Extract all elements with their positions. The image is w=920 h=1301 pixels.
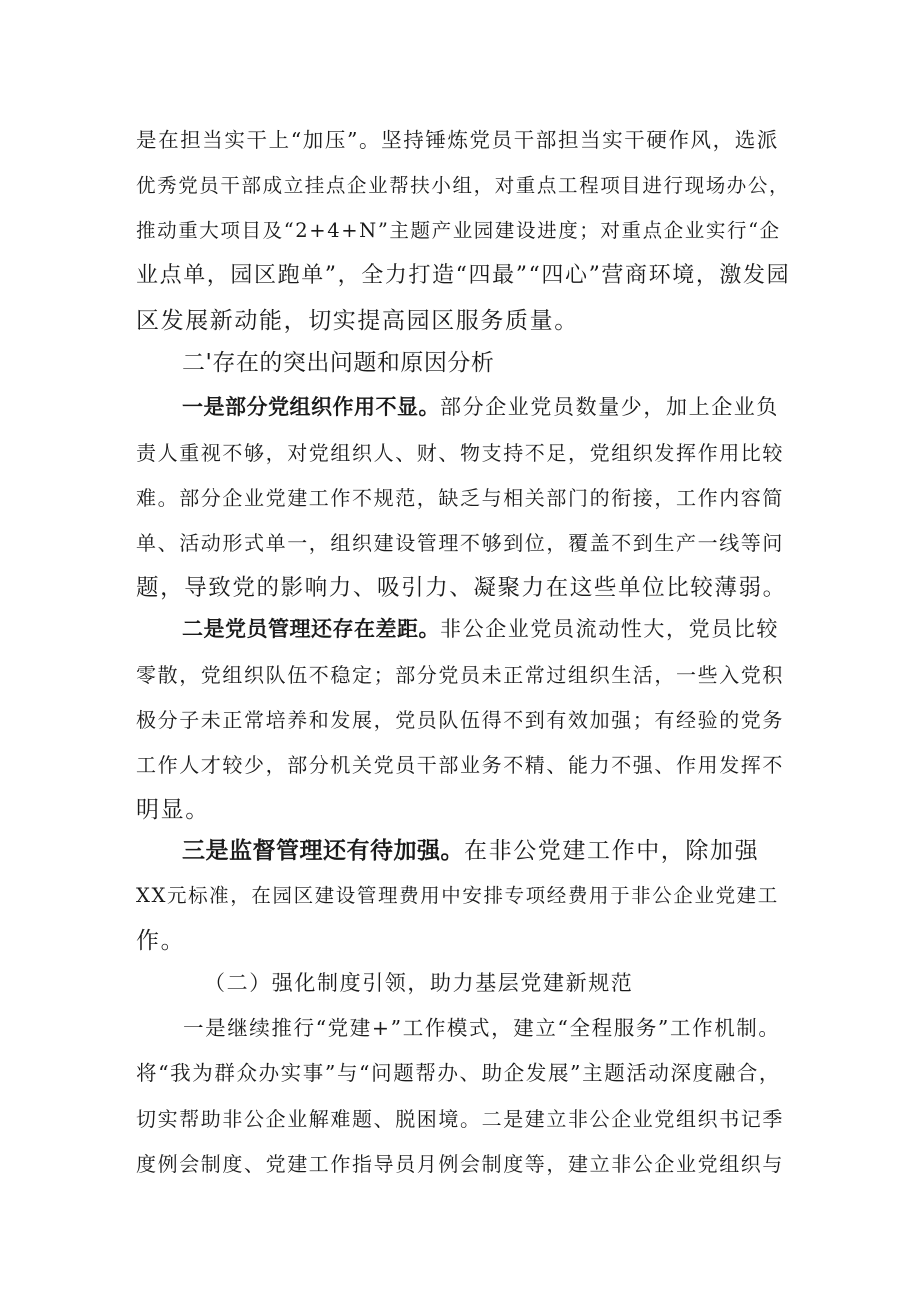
issue2-line-3: 极分子未正常培养和发展，党员队伍得不到有效加强；有经验的党务	[136, 708, 784, 732]
issue3-line-3: 作。	[136, 928, 186, 954]
issue2-line-2: 零散，党组织队伍不稳定；部分党员未正常过组织生活，一些入党积	[136, 663, 784, 687]
issue3-line-2: XX元标准，在园区建设管理费用中安排专项经费用于非公企业党建工	[136, 884, 779, 907]
para1-line-1: 是在担当实干上“加压”。坚持锤炼党员干部担当实干硬作风，选派	[136, 128, 779, 152]
issue1-line-2: 责人重视不够，对党组织人、财、物支持不足，党组织发挥作用比较	[136, 441, 784, 465]
issue1-line-4: 单、活动形式单一，组织建设管理不够到位，覆盖不到生产一线等问	[136, 531, 784, 555]
para4-line-2: 将“我为群众办实事”与“问题帮办、助企发展”主题活动深度融合，	[136, 1061, 782, 1085]
para4-line-1: 一是继续推行“党建+”工作模式，建立“全程服务”工作机制。	[183, 1016, 781, 1040]
issue1-line-5: 题，导致党的影响力、吸引力、凝聚力在这些单位比较薄弱。	[136, 575, 787, 601]
issue1-first-line	[182, 392, 790, 422]
issue2-line-5: 明显。	[136, 797, 210, 823]
para1-line-3: 推动重大项目及“2+4+N”主题产业园建设进度；对重点企业实行“企	[136, 219, 781, 242]
section-heading: 二'存在的突出问题和原因分析	[182, 350, 495, 376]
para1-line-2: 优秀党员干部成立挂点企业帮扶小组，对重点工程项目进行现场办公，	[136, 174, 790, 197]
issue1-first-rest: 部分企业党员数量少，加上企业负	[440, 395, 779, 419]
issue2-first-rest: 非公企业党员流动性大，党员比较	[440, 617, 779, 641]
issue2-lead: 二是党员管理还存在差距。	[182, 617, 440, 641]
issue2-first-line	[182, 614, 790, 644]
subsection-heading: （二）强化制度引领，助力基层党建新规范	[204, 971, 634, 995]
para1-line-4: 业点单，园区跑单”，全力打造“四最”“四心”营商环境，激发园	[136, 263, 790, 288]
issue1-lead: 一是部分党组织作用不显。	[182, 395, 440, 419]
issue3-first-rest: 在非公党建工作中，除加强	[464, 838, 760, 864]
para4-line-4: 度例会制度、党建工作指导员月例会制度等，建立非公企业党组织与	[136, 1152, 784, 1176]
issue2-line-4: 工作人才较少，部分机关党员干部业务不精、能力不强、作用发挥不	[136, 753, 784, 777]
issue3-lead: 三是监督管理还有待加强。	[182, 838, 464, 864]
para4-line-3: 切实帮助非公企业解难题、脱困境。二是建立非公企业党组织书记季	[136, 1107, 784, 1131]
para1-line-5: 区发展新动能，切实提高园区服务质量。	[136, 308, 579, 334]
issue3-first-line	[182, 836, 790, 866]
issue1-line-3: 难。部分企业党建工作不规范，缺乏与相关部门的衔接，工作内容简	[136, 486, 784, 510]
